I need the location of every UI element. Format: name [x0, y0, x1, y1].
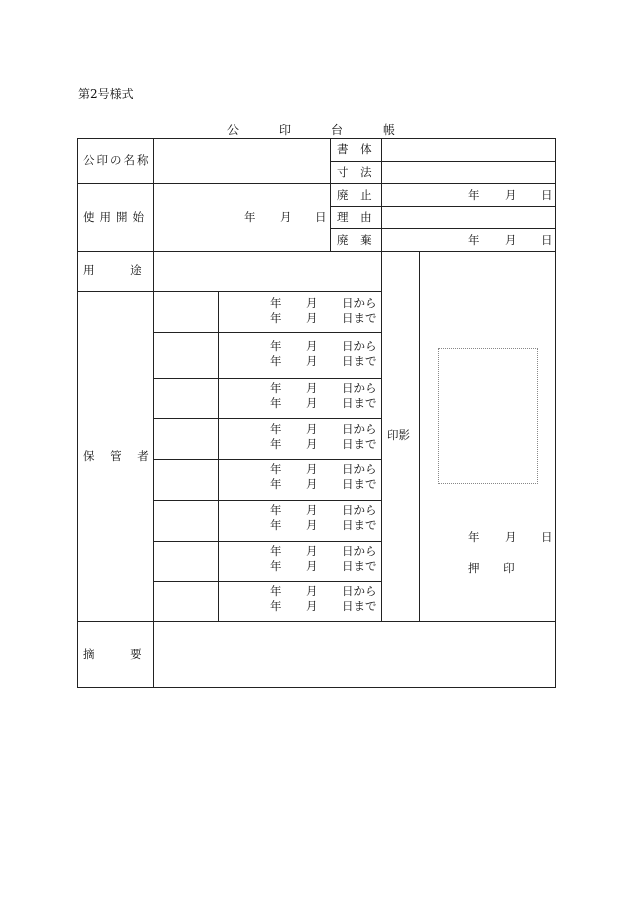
custody-from-text: 日から: [342, 339, 377, 353]
month-mark: 月: [306, 296, 318, 310]
divider: [153, 459, 381, 460]
year-mark: 年: [270, 437, 282, 451]
year-mark: 年: [270, 599, 282, 613]
seal-register-table: [77, 138, 556, 688]
title-char: 公: [227, 123, 240, 137]
year-mark: 年: [270, 503, 282, 517]
custody-to-text: 日まで: [342, 311, 377, 325]
custodian-label: 保 管 者: [83, 449, 149, 463]
month-mark: 月: [505, 188, 517, 202]
seal-impression-box: [438, 348, 538, 484]
divider: [153, 500, 381, 501]
year-mark: 年: [270, 311, 282, 325]
month-mark: 月: [306, 422, 318, 436]
year-mark: 年: [468, 188, 480, 202]
day-mark: 日: [315, 210, 327, 224]
year-mark: 年: [270, 477, 282, 491]
purpose-label: 用 途: [83, 263, 142, 277]
year-mark: 年: [270, 584, 282, 598]
custody-to-text: 日まで: [342, 354, 377, 368]
divider: [153, 581, 381, 582]
custody-from-text: 日から: [342, 503, 377, 517]
month-mark: 月: [306, 584, 318, 598]
custody-to-text: 日まで: [342, 477, 377, 491]
month-mark: 月: [306, 599, 318, 613]
remarks-label: 摘 要: [83, 647, 142, 661]
day-mark: 日: [541, 530, 553, 544]
month-mark: 月: [306, 518, 318, 532]
custody-to-text: 日まで: [342, 599, 377, 613]
start-use-label: 使用開始: [83, 210, 149, 224]
font-label: 書 体: [337, 142, 372, 156]
year-mark: 年: [468, 530, 480, 544]
divider: [218, 291, 219, 621]
month-mark: 月: [505, 530, 517, 544]
divider: [330, 228, 556, 229]
divider: [153, 418, 381, 419]
custody-from-text: 日から: [342, 584, 377, 598]
year-mark: 年: [270, 381, 282, 395]
divider: [77, 621, 556, 622]
custody-from-text: 日から: [342, 462, 377, 476]
year-mark: 年: [270, 544, 282, 558]
divider: [77, 183, 556, 184]
month-mark: 月: [306, 381, 318, 395]
divider: [330, 161, 556, 162]
custody-from-text: 日から: [342, 422, 377, 436]
year-mark: 年: [244, 210, 256, 224]
seal-stamp-label: 押 印: [468, 561, 515, 575]
divider: [77, 291, 381, 292]
impression-label: 印影: [387, 428, 410, 442]
title-char: 帳: [383, 123, 396, 137]
year-mark: 年: [468, 233, 480, 247]
reason-label: 理 由: [337, 210, 372, 224]
title-char: 台: [331, 123, 344, 137]
month-mark: 月: [505, 233, 517, 247]
month-mark: 月: [306, 559, 318, 573]
custody-from-text: 日から: [342, 381, 377, 395]
month-mark: 月: [306, 396, 318, 410]
year-mark: 年: [270, 559, 282, 573]
form-number: 第2号様式: [78, 87, 134, 101]
month-mark: 月: [306, 339, 318, 353]
page-title: [227, 121, 435, 138]
divider: [330, 206, 556, 207]
divider: [153, 138, 154, 688]
year-mark: 年: [270, 518, 282, 532]
month-mark: 月: [306, 354, 318, 368]
divider: [153, 378, 381, 379]
title-char: 印: [279, 123, 292, 137]
month-mark: 月: [280, 210, 292, 224]
divider: [330, 138, 331, 251]
year-mark: 年: [270, 354, 282, 368]
month-mark: 月: [306, 477, 318, 491]
seal-name-label: 公印の名称: [83, 153, 151, 167]
custody-to-text: 日まで: [342, 559, 377, 573]
custody-from-text: 日から: [342, 296, 377, 310]
month-mark: 月: [306, 503, 318, 517]
size-label: 寸 法: [337, 165, 372, 179]
day-mark: 日: [541, 188, 553, 202]
year-mark: 年: [270, 296, 282, 310]
divider: [381, 138, 382, 621]
divider: [153, 332, 381, 333]
year-mark: 年: [270, 396, 282, 410]
month-mark: 月: [306, 437, 318, 451]
dispose-label: 廃 棄: [337, 233, 372, 247]
divider: [77, 251, 556, 252]
divider: [153, 541, 381, 542]
year-mark: 年: [270, 462, 282, 476]
month-mark: 月: [306, 311, 318, 325]
custody-to-text: 日まで: [342, 518, 377, 532]
custody-to-text: 日まで: [342, 396, 377, 410]
divider: [419, 251, 420, 621]
year-mark: 年: [270, 339, 282, 353]
custody-from-text: 日から: [342, 544, 377, 558]
custody-to-text: 日まで: [342, 437, 377, 451]
abolish-label: 廃 止: [337, 188, 372, 202]
year-mark: 年: [270, 422, 282, 436]
month-mark: 月: [306, 544, 318, 558]
month-mark: 月: [306, 462, 318, 476]
day-mark: 日: [541, 233, 553, 247]
